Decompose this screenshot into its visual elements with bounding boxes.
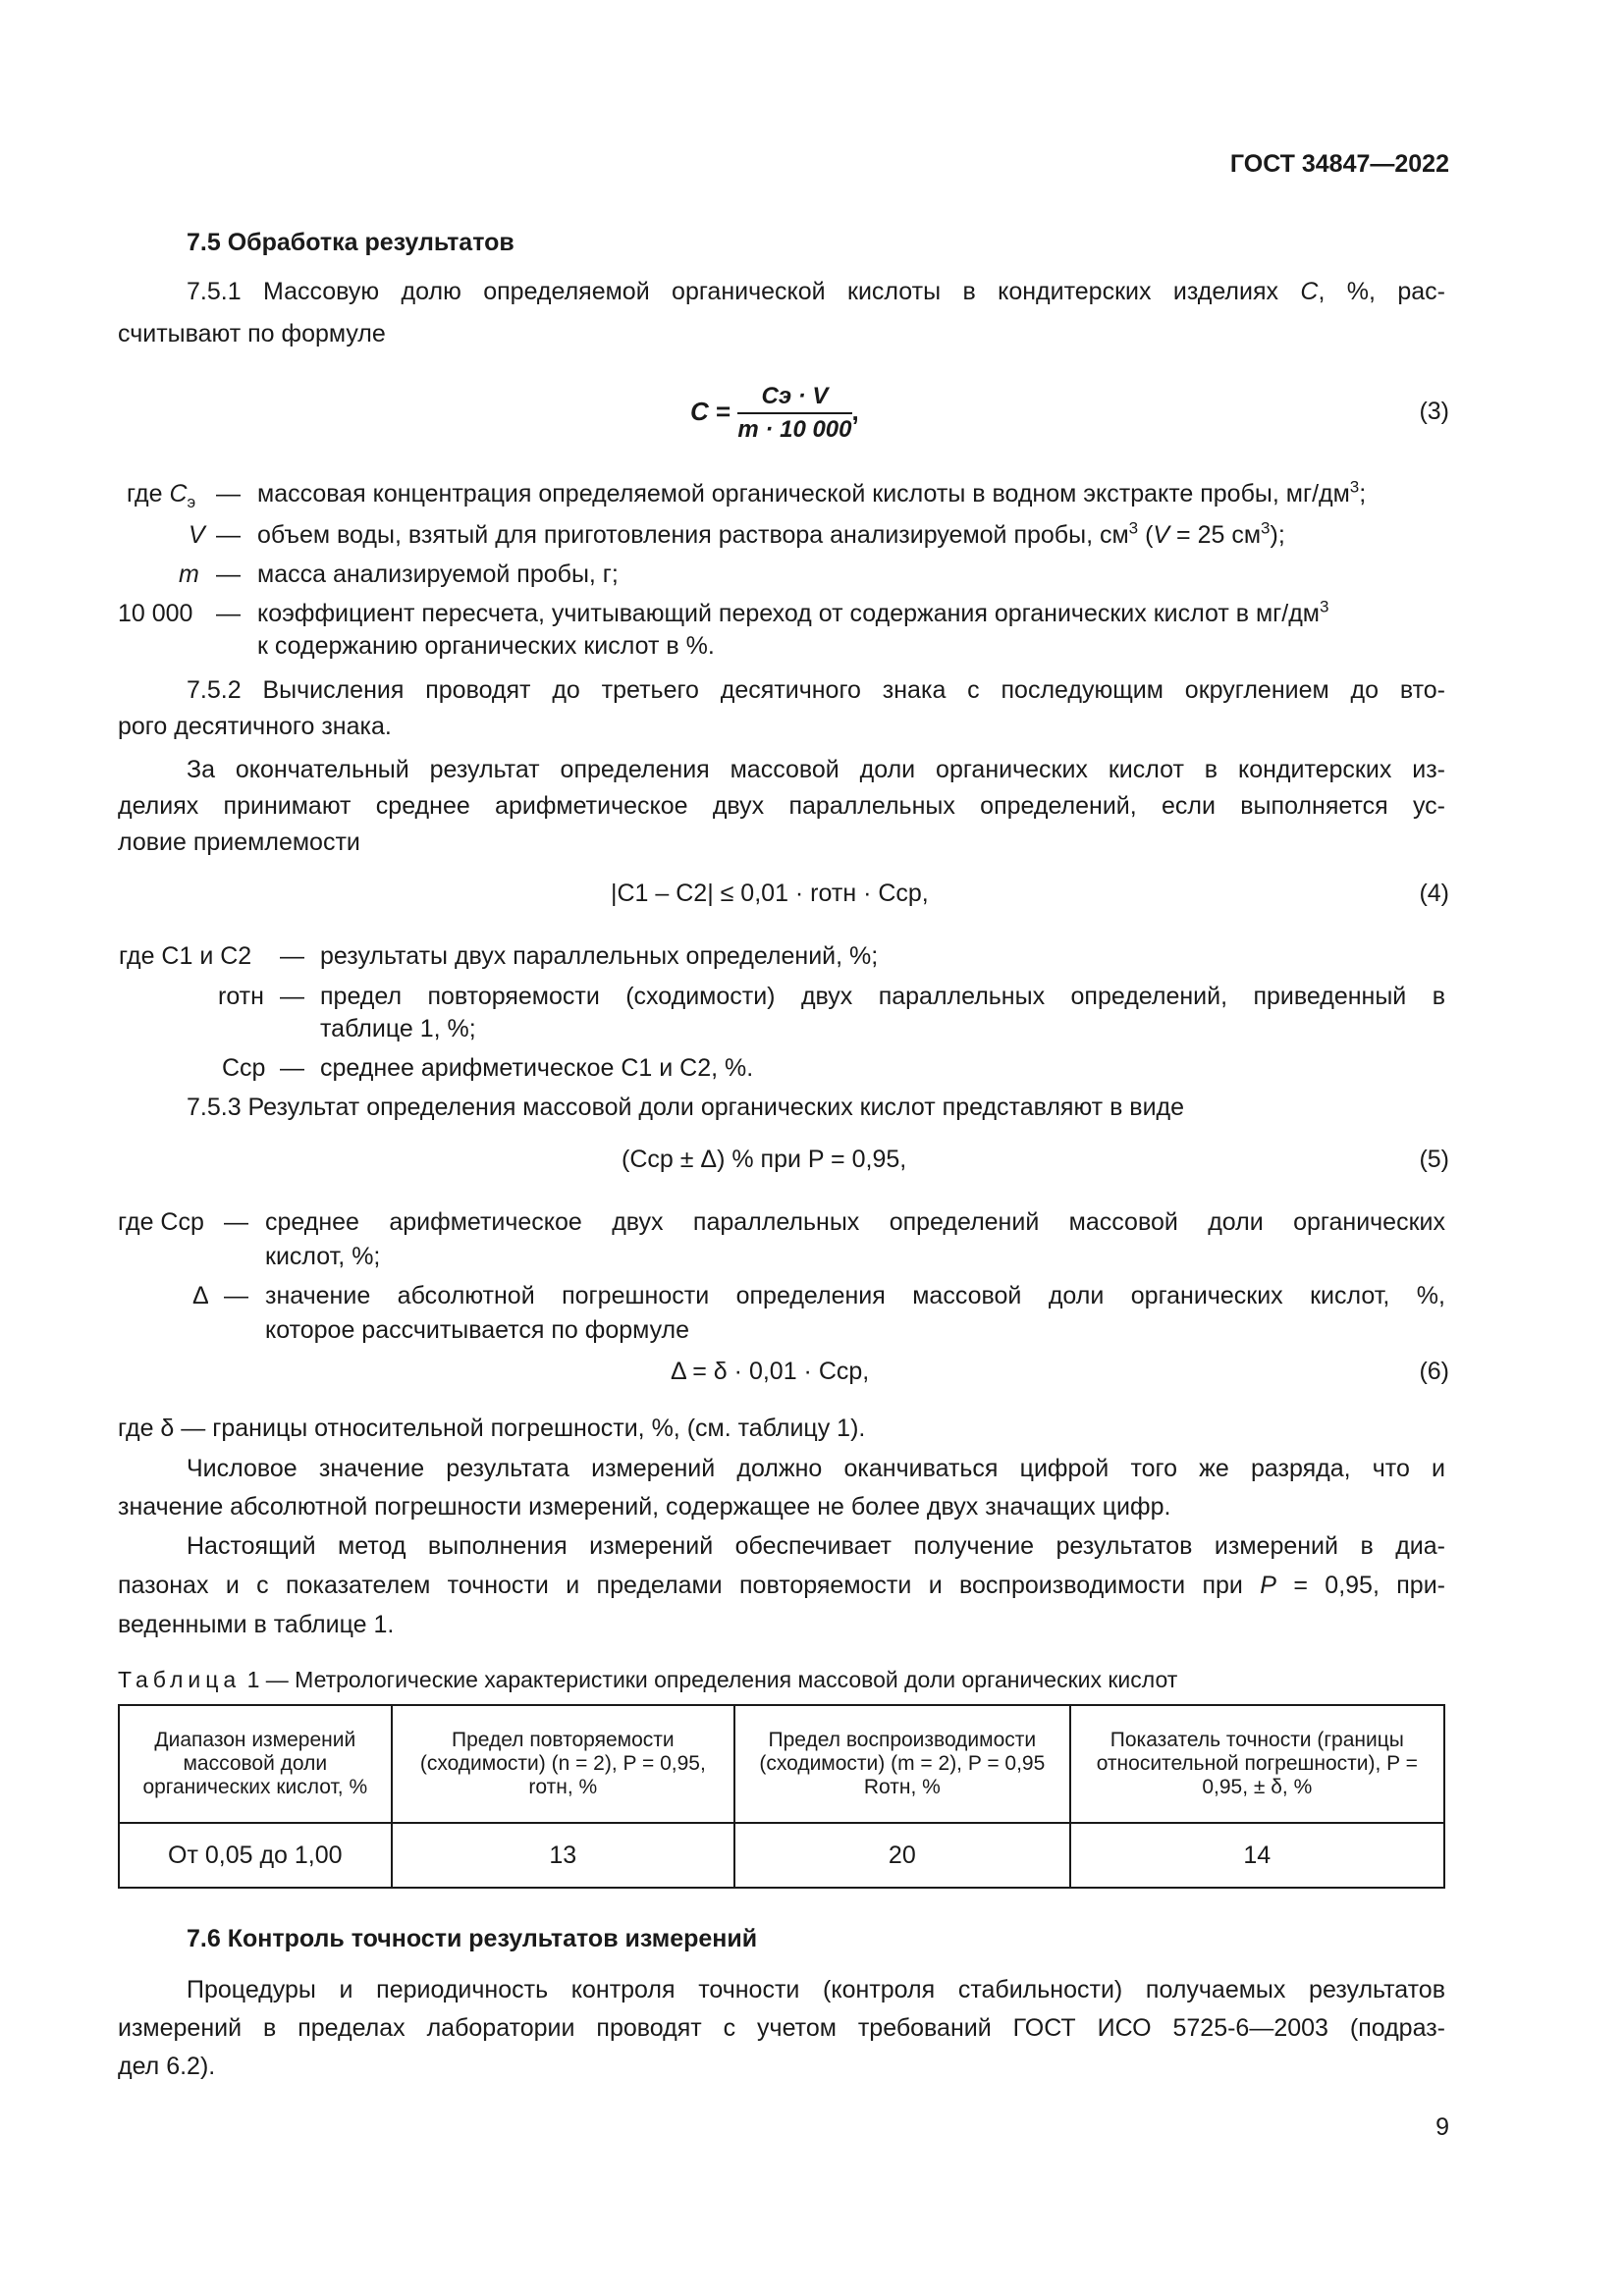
paragraph-final-line1: За окончательный результат определения массовой доли органических кислот в кондитерских из-: [187, 756, 1445, 783]
def-c1c2-label: где C1 и C2: [119, 942, 252, 970]
paragraph-numeric-line2: значение абсолютной погрешности измерений, содержащее не более двух значащих цифр.: [118, 1493, 1171, 1521]
table-header-cell: Предел воспроизводимости (сходимости) (m = 2), P = 0,95 Rотн, %: [734, 1705, 1070, 1823]
formula-3-numerator: Cэ · V: [737, 383, 851, 414]
table-header-cell: Диапазон измерений массовой доли органических кислот, %: [119, 1705, 392, 1823]
paragraph-7-5-2-line1: 7.5.2 Вычисления проводят до третьего десятичного знака с последующим округлением до вто-: [187, 676, 1445, 704]
formula-5-number: (5): [1419, 1146, 1449, 1173]
def-10000-label: 10 000: [118, 600, 193, 627]
paragraph-method-line1: Настоящий метод выполнения измерений обеспечивает получение результатов измерений в диа-: [187, 1532, 1445, 1560]
def-delta-text: значение абсолютной погрешности определения массовой доли органических кислот, %,: [265, 1282, 1445, 1309]
table-row: [119, 1823, 1444, 1888]
def-10000-text2: к содержанию органических кислот в %.: [257, 632, 715, 660]
def-rotn-label: rотн: [218, 983, 264, 1010]
def-g1-label: где Cср: [118, 1208, 204, 1236]
table-cell: 13: [392, 1823, 734, 1888]
paragraph-7-5-1-line2: считывают по формуле: [118, 320, 386, 347]
def-ce-label: где $C_э$: [127, 480, 196, 511]
table-cell: 14: [1070, 1823, 1444, 1888]
def-ce-text: массовая концентрация определяемой органической кислоты в водном экстракте пробы, $мг/дм^3$;: [257, 477, 1367, 507]
def-dash: —: [216, 480, 241, 507]
formula-3-denominator: m · 10 000: [737, 416, 852, 444]
table-metrological-characteristics: [118, 1704, 1445, 1889]
formula-4: |C1 – C2| ≤ 0,01 · rотн · Cср,: [611, 880, 929, 907]
table-cell: От 0,05 до 1,00: [119, 1823, 392, 1888]
paragraph-7-5-3: 7.5.3 Результат определения массовой доли органических кислот представляют в виде: [187, 1094, 1185, 1121]
def-dash: —: [216, 521, 241, 549]
def-g1-text: среднее арифметическое двух параллельных определений массовой доли органических: [265, 1208, 1445, 1236]
def-dash: —: [280, 983, 304, 1010]
paragraph-7-5-1-line1: 7.5.1 Массовую долю определяемой органической кислоты в кондитерских изделиях C, %, рас-: [187, 278, 1445, 305]
def-m-label: m: [179, 561, 199, 588]
table-header-row: [119, 1705, 1444, 1823]
def-dash: —: [280, 942, 304, 970]
def-ccp-label: Cср: [222, 1054, 266, 1082]
def-dash: —: [224, 1282, 248, 1309]
def-10000-text: коэффициент пересчета, учитывающий переход от содержания органических кислот в $мг/дм^3$: [257, 597, 1329, 627]
table-caption: Таблица 1 — Метрологические характеристики определения массовой доли органических кислот: [118, 1667, 1178, 1692]
def-rotn-text2: таблице 1, %;: [320, 1015, 476, 1042]
def-v-text: объем воды, взятый для приготовления раствора анализируемой пробы, $см^3$ (V = 25 $см^3$);: [257, 518, 1285, 549]
def-delta-label: Δ: [192, 1282, 209, 1309]
document-id: ГОСТ 34847—2022: [1229, 150, 1449, 178]
table-header-cell: Предел повторяемости (сходимости) (n = 2), P = 0,95, rотн, %: [392, 1705, 734, 1823]
paragraph-7-5-2-line2: рого десятичного знака.: [118, 713, 392, 740]
def-v-label: V: [189, 521, 205, 549]
table-header-cell: Показатель точности (границы относительной погрешности), P = 0,95, ± δ, %: [1070, 1705, 1444, 1823]
def-m-text: масса анализируемой пробы, г;: [257, 561, 619, 588]
def-small-delta: где δ — границы относительной погрешности, %, (см. таблицу 1).: [118, 1415, 866, 1442]
def-dash: —: [216, 561, 241, 588]
def-rotn-text: предел повторяемости (сходимости) двух параллельных определений, приведенный в: [320, 983, 1445, 1010]
page-number: 9: [1435, 2113, 1449, 2141]
formula-6: Δ = δ · 0,01 · Cср,: [671, 1358, 870, 1385]
paragraph-final-line3: ловие приемлемости: [118, 828, 360, 856]
paragraph-numeric-line1: Числовое значение результата измерений должно оканчиваться цифрой того же разряда, что и: [187, 1455, 1445, 1482]
def-ccp-text: среднее арифметическое C1 и C2, %.: [320, 1054, 754, 1082]
paragraph-7-6-line1: Процедуры и периодичность контроля точности (контроля стабильности) получаемых результатов: [187, 1976, 1445, 2003]
paragraph-method-line3: веденными в таблице 1.: [118, 1611, 395, 1638]
paragraph-7-6-line3: дел 6.2).: [118, 2053, 216, 2080]
formula-4-number: (4): [1419, 880, 1449, 907]
def-g1-text2: кислот, %;: [265, 1243, 381, 1270]
section-title-7-5: 7.5 Обработка результатов: [187, 229, 514, 256]
formula-5: (Cср ± Δ) % при P = 0,95,: [622, 1146, 907, 1173]
def-dash: —: [216, 600, 241, 627]
formula-6-number: (6): [1419, 1358, 1449, 1385]
formula-3: C = $\frac{Cэ \cdot V}{m \cdot 10 000}$ ,: [690, 383, 859, 444]
paragraph-final-line2: делиях принимают среднее арифметическое двух параллельных определений, если выполняется ус-: [118, 792, 1445, 820]
def-dash: —: [280, 1054, 304, 1082]
def-dash: —: [224, 1208, 248, 1236]
formula-3-number: (3): [1419, 398, 1449, 425]
section-title-7-6: 7.6 Контроль точности результатов измерений: [187, 1925, 758, 1952]
table-cell: 20: [734, 1823, 1070, 1888]
def-delta-text2: которое рассчитывается по формуле: [265, 1316, 690, 1344]
paragraph-7-6-line2: измерений в пределах лаборатории проводят с учетом требований ГОСТ ИСО 5725-6—2003 (подраз-: [118, 2014, 1445, 2042]
paragraph-method-line2: пазонах и с показателем точности и пределами повторяемости и воспроизводимости при P = 0,95, при-: [118, 1572, 1446, 1599]
def-c1c2-text: результаты двух параллельных определений, %;: [320, 942, 879, 970]
